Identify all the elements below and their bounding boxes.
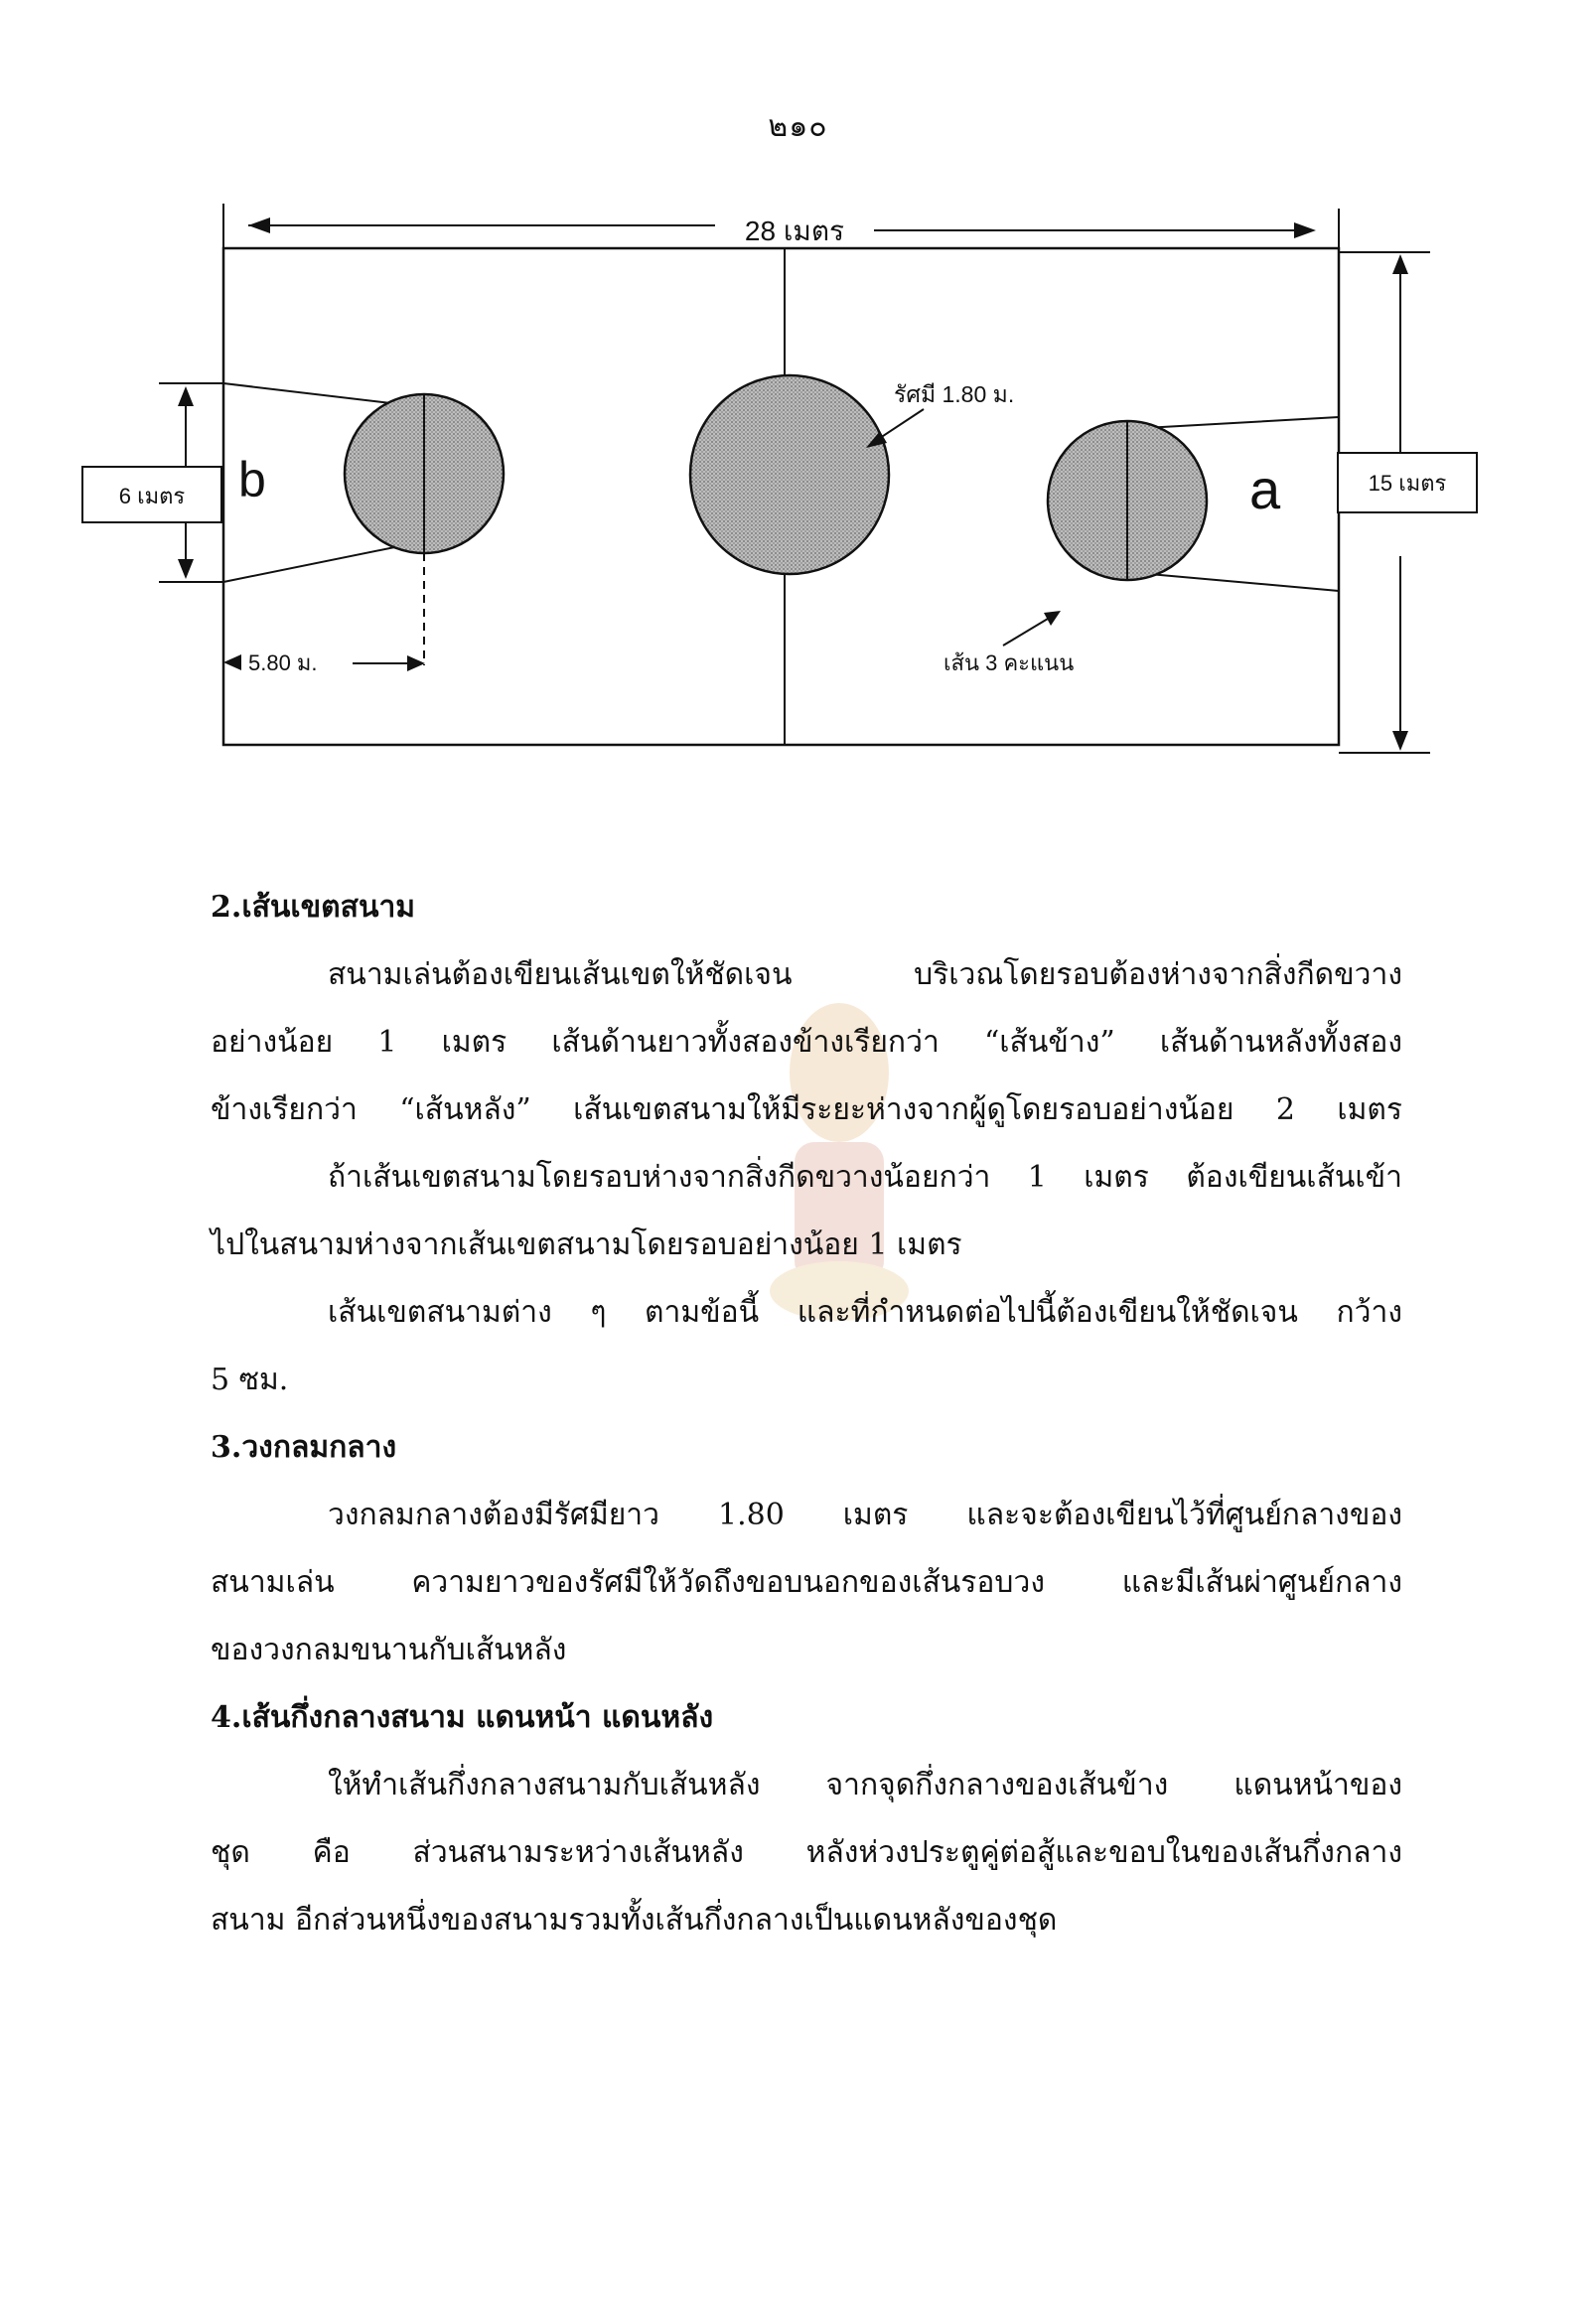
paragraph-line: อย่างน้อย 1 เมตร เส้นด้านยาวทั้งสองข้างเรียกว่า “เส้นข้าง” เส้นด้านหลังทั้งสอง <box>211 1025 1402 1060</box>
distance-label: 5.80 ม. <box>248 650 318 675</box>
three-point-label: เส้น 3 คะแนน <box>943 650 1075 675</box>
paragraph-line: สนามเล่น ความยาวของรัศมีให้วัดถึงขอบนอกของเส้นรอบวง และมีเส้นผ่าศูนย์กลาง <box>211 1565 1402 1600</box>
distance-arrowhead-right <box>407 655 425 671</box>
court-width-label: 15 เมตร <box>1368 471 1447 496</box>
center-circle <box>690 375 889 574</box>
court-length-label: 28 เมตร <box>744 216 845 246</box>
three-point-arrow <box>1003 616 1053 646</box>
section-heading-center-line: 4.เส้นกึ่งกลางสนาม แดนหน้า แดนหลัง <box>211 1700 714 1735</box>
paragraph-line: ให้ทำเส้นกึ่งกลางสนามกับเส้นหลัง จากจุดกึ่งกลางของเส้นข้าง แดนหน้าของ <box>328 1768 1402 1802</box>
distance-arrowhead-left <box>223 654 241 670</box>
key-width-label: 6 เมตร <box>118 484 186 508</box>
page-number: ๒๑๐ <box>768 109 828 144</box>
right-basket-mark: a <box>1249 458 1281 520</box>
arrowhead-left <box>248 217 270 233</box>
arrowhead-down-right <box>1392 731 1408 751</box>
paragraph-line: สนามเล่นต้องเขียนเส้นเขตให้ชัดเจน บริเวณโดยรอบต้องห่างจากสิ่งกีดขวาง <box>328 957 1402 992</box>
arrowhead-right <box>1294 222 1316 238</box>
paragraph-line: วงกลมกลางต้องมีรัศมียาว 1.80 เมตร และจะต้องเขียนไว้ที่ศูนย์กลางของ <box>328 1498 1402 1532</box>
arrowhead-down <box>178 559 194 579</box>
section-heading-center-circle: 3.วงกลมกลาง <box>211 1430 397 1465</box>
three-point-arrowhead <box>1044 611 1061 626</box>
paragraph-line: สนาม อีกส่วนหนึ่งของสนามรวมทั้งเส้นกึ่งกลางเป็นแดนหลังของชุด <box>211 1903 1058 1938</box>
paragraph-line: ของวงกลมขนานกับเส้นหลัง <box>211 1633 567 1667</box>
body-text <box>211 874 1402 1954</box>
radius-label: รัศมี 1.80 ม. <box>894 381 1015 407</box>
left-basket-mark: b <box>238 452 266 507</box>
paragraph-line: ชุด คือ ส่วนสนามระหว่างเส้นหลัง หลังห่วงประตูคู่ต่อสู้และขอบในของเส้นกึ่งกลาง <box>211 1835 1402 1870</box>
basketball-court-diagram <box>0 0 1596 794</box>
arrowhead-up <box>178 386 194 406</box>
paragraph-line: เส้นเขตสนามต่าง ๆ ตามข้อนี้ และที่กำหนดต่อไปนี้ต้องเขียนให้ชัดเจน กว้าง <box>328 1295 1402 1330</box>
section-heading-boundary: 2.เส้นเขตสนาม <box>211 890 416 925</box>
paragraph-line: 5 ซม. <box>211 1363 289 1397</box>
paragraph-line: ไปในสนามห่างจากเส้นเขตสนามโดยรอบอย่างน้อย 1 เมตร <box>211 1227 962 1262</box>
arrowhead-up-right <box>1392 254 1408 274</box>
paragraph-line: ถ้าเส้นเขตสนามโดยรอบห่างจากสิ่งกีดขวางน้อยกว่า 1 เมตร ต้องเขียนเส้นเข้า <box>328 1160 1402 1195</box>
paragraph-line: ข้างเรียกว่า “เส้นหลัง” เส้นเขตสนามให้มีระยะห่างจากผู้ดูโดยรอบอย่างน้อย 2 เมตร <box>211 1092 1402 1127</box>
